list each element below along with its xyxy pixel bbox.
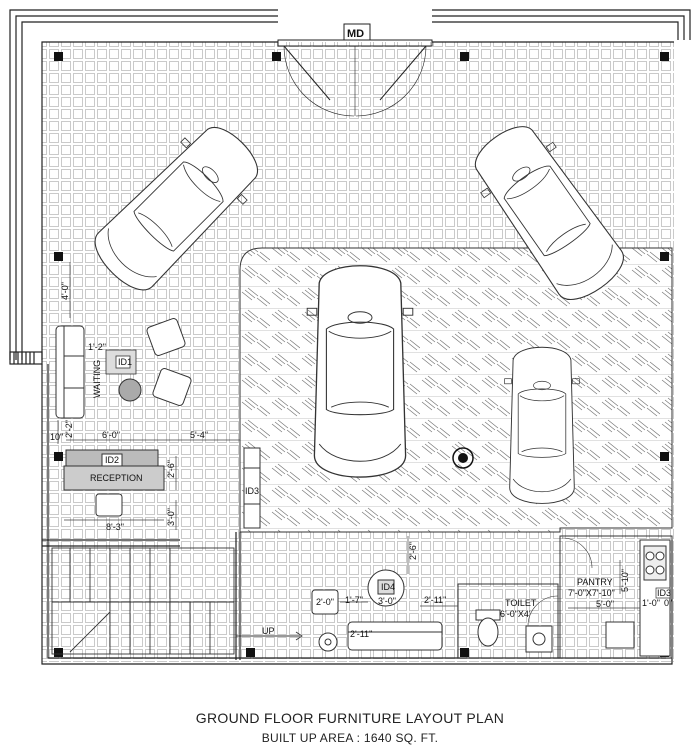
car-center <box>307 266 413 477</box>
toilet-size: 6'-0"X4' <box>500 609 531 619</box>
plant-pot <box>119 379 141 401</box>
waiting-sofa <box>56 326 84 418</box>
dim-1-7: 1'-7" <box>345 595 363 605</box>
pantry-size: 7'-0"X7'-10" <box>568 588 615 598</box>
dim-3-0: 3'-0" <box>166 508 176 526</box>
dim-6-0: 6'-0" <box>102 430 120 440</box>
toilet-label: TOILET <box>505 598 537 608</box>
dim-4-0: 4'-0" <box>60 282 70 300</box>
dim-2-6b: 2'-6" <box>408 542 418 560</box>
dim-5-0: 5'-0" <box>596 599 614 609</box>
dim-1-2: 1'-2" <box>88 342 106 352</box>
stair-up-label: UP <box>262 626 275 636</box>
plan-subtitle: BUILT UP AREA : 1640 SQ. FT. <box>261 731 439 745</box>
id3-tag-parking: ID3 <box>245 486 260 496</box>
dim-2-6a: 2'-6" <box>166 460 176 478</box>
dim-3-0b: 3'-0" <box>378 596 396 606</box>
id4-tag: ID4 <box>381 582 396 592</box>
dim-2-11a: 2'-11" <box>424 595 447 605</box>
dim-10: 10" <box>50 432 64 442</box>
dim-8-3: 8'-3" <box>106 522 124 532</box>
dim-2-11b: 2'-11" <box>350 629 373 639</box>
dim-5-4: 5'-4" <box>190 430 208 440</box>
plan-title: GROUND FLOOR FURNITURE LAYOUT PLAN <box>195 710 505 726</box>
dim-2-2: 2'-2" <box>64 420 74 438</box>
main-door-label: MD <box>347 28 365 40</box>
car-small-right <box>505 347 580 503</box>
parking-hatched-floor <box>240 248 672 532</box>
pantry-label: PANTRY <box>577 577 613 587</box>
waiting-label: WAITING <box>92 359 102 398</box>
reception-label: RECEPTION <box>90 473 143 483</box>
id2-tag: ID2 <box>105 455 120 465</box>
dim-5-10: 5'-10" <box>620 569 630 592</box>
id1-tag: ID1 <box>118 357 133 367</box>
id3-tag-pantry: ID3 <box>657 588 672 598</box>
dim-2-0: 2'-0" <box>316 597 334 607</box>
dim-1-0: 1'-0" <box>642 598 660 608</box>
dim-0: 0" <box>664 598 673 608</box>
